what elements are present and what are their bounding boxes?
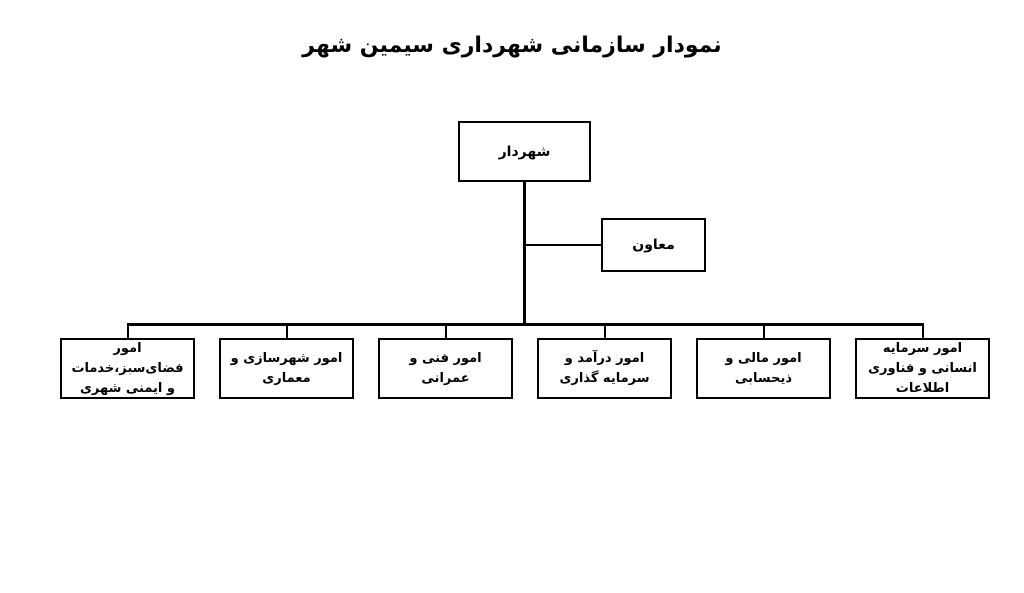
department-box (60, 338, 195, 399)
department-box (378, 338, 513, 399)
department-box (696, 338, 831, 399)
department-label: امور فنی و عمرانی (409, 350, 482, 386)
department-label: امور سرمایه انسانی و فناوری اطلاعات (868, 340, 977, 396)
horizontal-bus-line (127, 323, 924, 326)
department-box (537, 338, 672, 399)
deputy-box (601, 218, 706, 272)
department-box (219, 338, 354, 399)
mayor-label: شهردار (498, 143, 551, 160)
chart-title: نمودار سازمانی شهرداری سیمین شهر (302, 33, 722, 58)
department-label: امور درآمد و سرمایه گذاری (559, 350, 650, 386)
department-label: امور مالی و ذیحسابی (725, 350, 802, 386)
mayor-box (458, 121, 591, 182)
department-label: امور فضای‌سبز،خدمات و ایمنی شهری (71, 340, 184, 396)
deputy-connector-line (524, 244, 602, 246)
department-label: امور شهرسازی و معماری (230, 350, 343, 386)
trunk-line (523, 181, 526, 325)
department-box (855, 338, 990, 399)
deputy-label: معاون (632, 237, 675, 253)
